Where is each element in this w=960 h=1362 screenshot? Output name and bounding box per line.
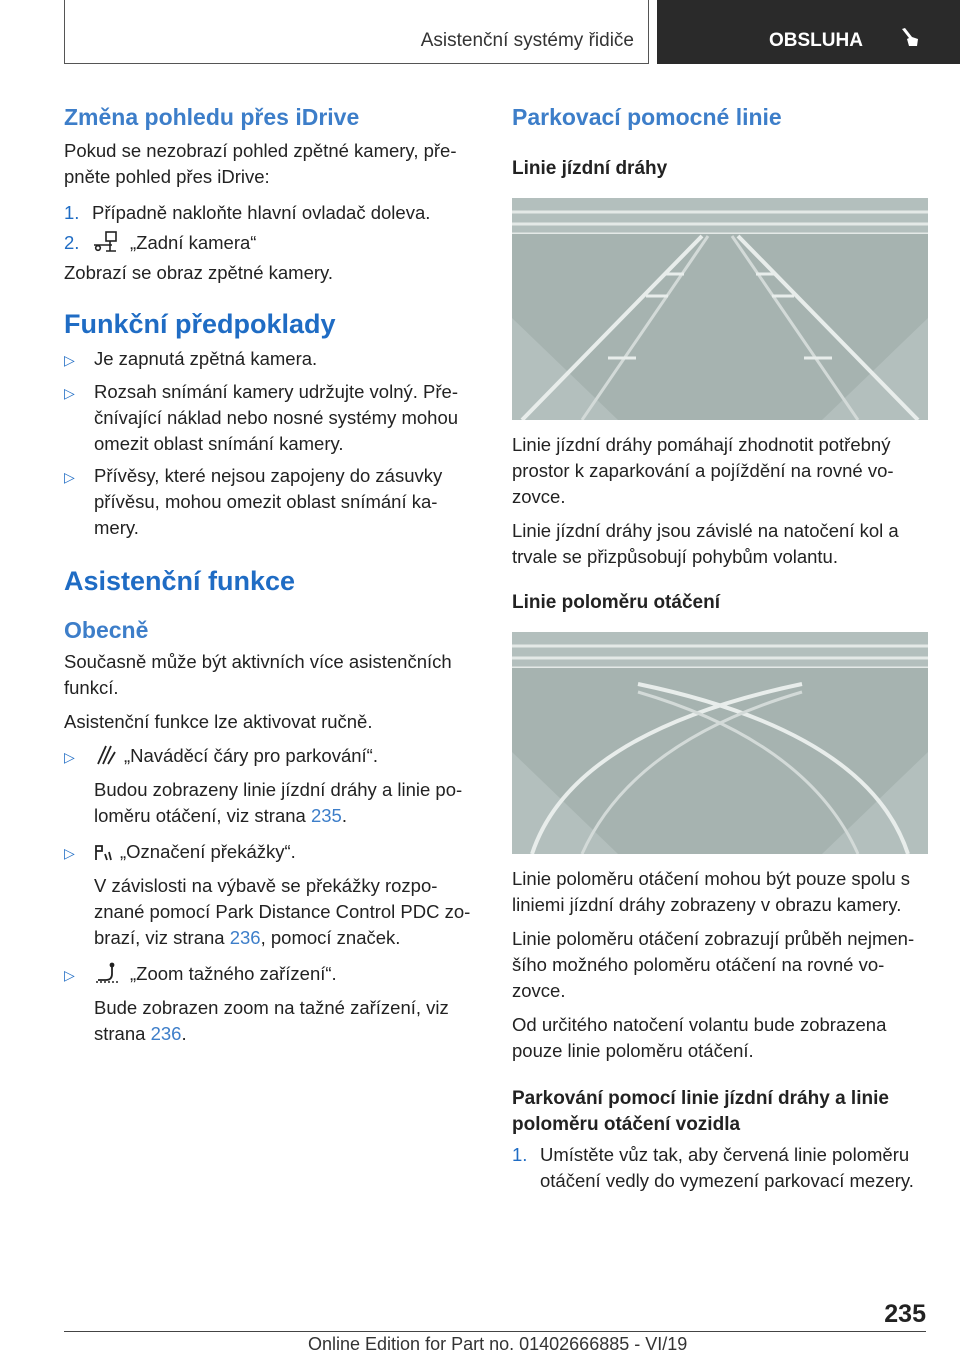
prereq-item: ▷ Rozsah snímání kamery udržujte volný. Pře-čnívající náklad nebo nosné systémy mohou omezit oblast snímání kamery.: [64, 379, 479, 457]
lane-lines-paragraph-1: Linie jízdní dráhy pomáhají zhodnotit potřebný prostor k zaparkování a pojíždění na rovné vo-zovce.: [512, 434, 894, 507]
header-chapter-label: OBSLUHA: [769, 30, 863, 51]
assist-paragraph-2: Asistenční funkce lze aktivovat ručně.: [64, 711, 373, 732]
triangle-bullet-icon: ▷: [64, 352, 75, 368]
prereq-item: ▷ Je zapnutá zpětná kamera.: [64, 346, 479, 373]
triangle-bullet-icon: ▷: [64, 749, 75, 765]
turn-radius-heading: Linie poloměru otáčení: [512, 592, 720, 613]
footer-rule: [64, 1331, 926, 1332]
triangle-bullet-icon: ▷: [64, 385, 75, 401]
header-section-title: Asistenční systémy řidiče: [420, 30, 634, 51]
triangle-bullet-icon: ▷: [64, 469, 75, 485]
change-view-intro: Pokud se nezobrazí pohled zpětné kamery, pře-pněte pohled přes iDrive:: [64, 140, 457, 187]
lane-lines-heading: Linie jízdní dráhy: [512, 158, 668, 179]
assist-paragraph-1: Současně může být aktivních více asistenčních funkcí.: [64, 651, 452, 698]
change-view-step-1: 1. Případně nakloňte hlavní ovladač doleva.: [64, 202, 431, 223]
prereq-item: ▷ Přívěsy, které nejsou zapojeny do zásuvky přívěsu, mohou omezit oblast snímání ka-mery.: [64, 463, 479, 541]
assist-item-tow-hitch-zoom: ▷ „Zoom tažného zařízení“. Bude zobrazen zoom na tažné zařízení, viz strana 236.: [64, 961, 479, 1047]
change-view-heading: Změna pohledu přes iDrive: [64, 104, 360, 130]
guide-lines-icon: [94, 744, 116, 766]
page-link[interactable]: 236: [229, 927, 261, 948]
lane-lines-paragraph-2: Linie jízdní dráhy jsou závislé na natočení kol a trvale se přizpůsobují pohybům volantu.: [512, 520, 899, 567]
assist-subheading: Obecně: [64, 617, 149, 643]
assist-item-obstacle-marking: ▷ „Označení překážky“. V závislosti na výbavě se překážky rozpo-znané pomocí Park Distance Control PDC zo-brazí, viz strana 236, pomocí značek.: [64, 839, 479, 951]
lane-lines-figure: [512, 198, 928, 420]
page-number: 235: [884, 1300, 926, 1328]
change-view-result: Zobrazí se obraz zpětné kamery.: [64, 262, 334, 283]
turn-radius-paragraph-3: Od určitého natočení volantu bude zobrazena pouze linie poloměru otáčení.: [512, 1014, 887, 1061]
change-view-step-2: 2. „Zadní kamera“: [64, 232, 257, 253]
assist-item-guide-lines: ▷ „Naváděcí čáry pro parkování“. Budou zobrazeny linie jízdní dráhy a linie po-loměru otáčení, viz strana 235.: [64, 743, 479, 829]
footer-edition: Online Edition for Part no. 01402666885 - VI/19: [308, 1334, 688, 1354]
left-column: [64, 100, 479, 1047]
assist-heading: Asistenční funkce: [64, 566, 296, 596]
tow-hitch-icon: [94, 962, 122, 984]
parking-lines-heading: Parkovací pomocné linie: [512, 104, 782, 130]
right-column: [512, 100, 932, 1194]
parking-step-1: 1. Umístěte vůz tak, aby červená linie poloměru otáčení vedly do vymezení parkovací mezery.: [512, 1144, 914, 1191]
prereq-heading: Funkční předpoklady: [64, 309, 336, 339]
turn-radius-paragraph-1: Linie poloměru otáčení mohou být pouze spolu s liniemi jízdní dráhy zobrazeny v obrazu kamery.: [512, 868, 911, 915]
pointing-hand-icon: [897, 26, 921, 50]
obstacle-marking-icon: [94, 840, 112, 862]
parking-procedure-heading: Parkování pomocí linie jízdní dráhy a linie poloměru otáčení vozidla: [512, 1088, 889, 1135]
triangle-bullet-icon: ▷: [64, 845, 75, 861]
turn-radius-paragraph-2: Linie poloměru otáčení zobrazují průběh nejmen-šího možného poloměru otáčení na rovné vo-zovce.: [512, 928, 915, 1001]
page-link[interactable]: 236: [150, 1023, 182, 1044]
header-chapter-tab: [657, 0, 960, 64]
triangle-bullet-icon: ▷: [64, 967, 75, 983]
rear-camera-icon: [92, 231, 122, 253]
header-frame: [64, 0, 649, 64]
page-link[interactable]: 235: [310, 805, 342, 826]
turn-radius-figure: [512, 632, 928, 854]
